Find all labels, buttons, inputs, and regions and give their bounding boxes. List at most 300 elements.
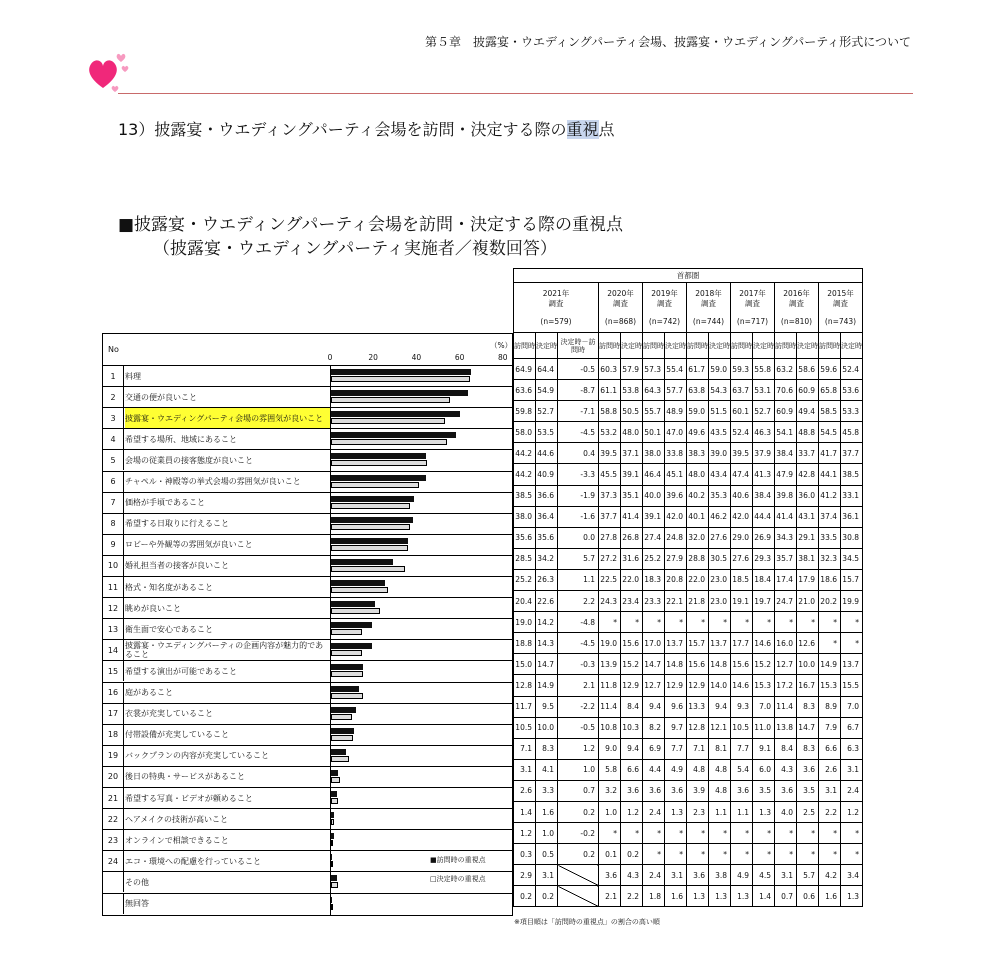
cell-hist: 48.8 [797,422,819,443]
n-label: (n=810) [780,316,813,326]
cell-hist: 18.3 [643,569,665,590]
cell-diff: 2.1 [558,675,599,696]
cell-decide: 36.6 [536,485,558,506]
cell-hist: 3.9 [687,780,709,801]
cell-hist: 27.2 [599,548,621,569]
cell-hist: 7.7 [731,738,753,759]
cell-hist: 9.6 [665,696,687,717]
cell-hist: 3.1 [775,865,797,886]
cell-hist: 55.7 [643,401,665,422]
n-label: (n=743) [824,316,857,326]
bar-decide [331,735,353,741]
cell-hist: 4.9 [665,759,687,780]
cell-hist: 46.2 [709,506,731,527]
bar-visit [331,833,334,839]
chart-row [103,471,512,492]
cell-hist: 22.0 [687,569,709,590]
bar-decide [331,756,349,762]
bar-visit [331,897,332,903]
cell-diff: -4.8 [558,612,599,633]
cell-hist: 18.4 [753,569,775,590]
column-header: 決定時 [797,333,819,359]
bar-visit [331,453,426,459]
cell-hist: 6.6 [819,738,841,759]
bar-visit [331,517,413,523]
bar-visit [331,432,456,438]
axis-tick: 0 [327,353,333,362]
cell-hist: 1.2 [841,801,863,822]
cell-hist: * [797,823,819,844]
cell-hist: 40.0 [643,485,665,506]
n-label: (n=717) [736,316,769,326]
cell-hist: 4.2 [819,865,841,886]
cell-hist: 2.2 [819,801,841,822]
cell-diff: -0.2 [558,823,599,844]
bar-decide [331,629,362,635]
cell-decide: 40.9 [536,464,558,485]
cell-hist: 38.3 [687,443,709,464]
cell-hist: * [621,823,643,844]
cell-hist: 1.3 [709,886,731,907]
year-header [819,283,863,333]
cell-visit: 11.7 [514,696,536,717]
footnote: ※項目順は「訪問時の重視点」の割合の高い順 [514,918,660,926]
cell-hist: 7.9 [819,717,841,738]
cell-hist: 38.1 [797,548,819,569]
cell-hist: 55.8 [753,359,775,380]
chart-row [103,660,512,681]
cell-hist: 32.3 [819,548,841,569]
chapter-header: 第５章 披露宴・ウエディングパーティ会場、披露宴・ウエディングパーティ形式について [425,35,912,49]
cell-hist: 70.6 [775,380,797,401]
year-label: 2017年 [739,288,766,298]
row-label: 眺めが良いこと [125,603,181,613]
bar-visit [331,601,375,607]
bar-decide [331,693,363,699]
cell-hist: 0.2 [621,844,643,865]
cell-hist: 55.4 [665,359,687,380]
cell-hist: 11.4 [599,696,621,717]
cell-hist: 40.2 [687,485,709,506]
cell-hist: 35.1 [621,485,643,506]
cell-hist: 36.1 [841,506,863,527]
year-header [599,283,643,333]
bar-decide [331,714,352,720]
cell-hist: 9.1 [753,738,775,759]
column-header: 決定時 [665,333,687,359]
cell-hist: * [709,612,731,633]
cell-visit: 64.9 [514,359,536,380]
cell-hist: 0.7 [775,886,797,907]
heart-icon [85,48,133,96]
table-row [514,823,863,844]
survey-label: 調査 [657,298,672,308]
cell-hist: 3.4 [841,865,863,886]
cell-decide: 4.1 [536,759,558,780]
table-row [514,527,863,548]
year-header [643,283,687,333]
row-label: その他 [125,877,149,887]
table-row [514,401,863,422]
column-header: 訪問時 [731,333,753,359]
cell-hist: 7.1 [687,738,709,759]
table-row [514,569,863,590]
survey-label: 調査 [548,298,564,308]
row-label: 衛生面で安心であること [125,624,213,634]
row-number: 19 [103,746,124,766]
cell-hist: * [731,612,753,633]
cell-diff: -0.5 [558,359,599,380]
cell-visit: 20.4 [514,591,536,612]
cell-hist: 30.8 [841,527,863,548]
table-row [514,886,863,907]
cell-decide: 14.3 [536,633,558,654]
chart-row [103,492,512,513]
cell-diff: 1.2 [558,738,599,759]
year-header [514,283,599,333]
table-row [514,443,863,464]
cell-hist: 5.4 [731,759,753,780]
cell-hist: * [819,633,841,654]
row-number: 9 [103,535,124,555]
cell-visit: 44.2 [514,443,536,464]
cell-hist: 4.8 [709,780,731,801]
cell-hist: * [819,612,841,633]
cell-decide: 22.6 [536,591,558,612]
cell-hist: 26.9 [753,527,775,548]
cell-hist: 16.7 [797,675,819,696]
bar-decide [331,882,338,888]
cell-decide: 14.2 [536,612,558,633]
cell-hist: 61.7 [687,359,709,380]
cell-hist: 35.3 [709,485,731,506]
column-header: 決定時 [753,333,775,359]
axis-tick: 20 [368,353,378,362]
survey-label: 調査 [789,298,804,308]
cell-hist: 38.5 [841,464,863,485]
year-label: 2018年 [695,288,722,298]
cell-visit: 15.0 [514,654,536,675]
cell-hist: 5.8 [599,759,621,780]
row-number: 4 [103,429,124,449]
cell-hist: 48.9 [665,401,687,422]
cell-diff: -4.5 [558,633,599,654]
cell-hist: 22.5 [599,569,621,590]
cell-hist: 39.1 [621,464,643,485]
cell-hist: 19.0 [599,633,621,654]
cell-hist: 3.6 [643,780,665,801]
cell-hist: 41.3 [753,464,775,485]
cell-hist: 11.8 [599,675,621,696]
cell-diff: 1.1 [558,569,599,590]
cell-diff: -3.3 [558,464,599,485]
legend-visit: ■訪問時の重視点 [430,856,486,864]
cell-hist: 22.0 [621,569,643,590]
cell-hist: 17.4 [775,569,797,590]
cell-hist: 19.9 [841,591,863,612]
header-divider [118,93,913,94]
row-label: 披露宴・ウエディングパーティ会場の雰囲気が良いこと [125,408,330,428]
column-header: 決定時 [536,333,558,359]
cell-hist: 14.0 [709,675,731,696]
bar-decide [331,777,340,783]
cell-hist: 27.6 [709,527,731,548]
cell-hist: 52.7 [753,401,775,422]
cell-hist: 11.4 [775,696,797,717]
chart-row [103,893,512,914]
cell-hist: 20.2 [819,591,841,612]
cell-hist: * [731,823,753,844]
cell-hist: 1.8 [643,886,665,907]
row-number: 21 [103,788,124,808]
cell-hist: 10.5 [731,717,753,738]
cell-hist: 44.4 [753,506,775,527]
cell-hist: 38.4 [775,443,797,464]
bar-decide [331,608,380,614]
cell-hist: 43.4 [709,464,731,485]
cell-hist: 24.7 [775,591,797,612]
cell-hist: 38.4 [753,485,775,506]
cell-hist: 50.5 [621,401,643,422]
cell-hist: 19.1 [731,591,753,612]
table-row [514,844,863,865]
table-row [514,865,863,886]
cell-decide: 44.6 [536,443,558,464]
cell-hist: 32.0 [687,527,709,548]
chart-row [103,407,512,428]
no-header: No [108,345,119,354]
bar-visit [331,643,372,649]
cell-hist: 53.2 [599,422,621,443]
cell-hist: * [687,844,709,865]
cell-hist: 37.7 [599,506,621,527]
cell-decide: 14.9 [536,675,558,696]
chart-row [103,724,512,745]
table-row [514,654,863,675]
bar-visit [331,559,393,565]
bar-visit [331,390,468,396]
cell-hist: 14.6 [753,633,775,654]
bar-visit [331,749,346,755]
cell-hist: * [599,612,621,633]
bar-visit [331,475,426,481]
cell-hist: * [665,823,687,844]
section-title-highlight: 重視 [566,120,599,139]
cell-hist: * [753,612,775,633]
cell-hist: 12.1 [709,717,731,738]
cell-hist: 15.3 [753,675,775,696]
row-label: 婚礼担当者の接客が良いこと [125,561,229,571]
cell-hist: 22.1 [665,591,687,612]
left-chart-table [102,333,513,916]
n-label: (n=579) [540,316,572,326]
bar-visit [331,770,338,776]
table-row [514,633,863,654]
cell-hist: 8.3 [797,738,819,759]
bar-visit [331,791,337,797]
year-label: 2020年 [607,288,634,298]
n-label: (n=742) [648,316,681,326]
bar-decide [331,819,334,825]
cell-hist: 1.0 [599,801,621,822]
cell-hist: 42.8 [797,464,819,485]
chart-row [103,618,512,639]
cell-decide: 36.4 [536,506,558,527]
row-label: 格式・知名度があること [125,582,213,592]
cell-hist: 48.0 [687,464,709,485]
cell-visit: 25.2 [514,569,536,590]
cell-hist: 6.0 [753,759,775,780]
cell-hist: 30.5 [709,548,731,569]
cell-hist: 58.6 [797,359,819,380]
cell-diff: 0.0 [558,527,599,548]
cell-hist: 47.0 [665,422,687,443]
cell-hist: 9.0 [599,738,621,759]
cell-hist: 4.8 [709,759,731,780]
cell-hist: * [687,612,709,633]
cell-hist: 26.8 [621,527,643,548]
cell-hist: 3.6 [731,780,753,801]
cell-hist: 33.1 [841,485,863,506]
cell-hist: 16.0 [775,633,797,654]
cell-hist: 50.1 [643,422,665,443]
row-number: 24 [103,851,124,871]
cell-hist: 14.8 [665,654,687,675]
cell-hist: 35.7 [775,548,797,569]
cell-diff: 1.0 [558,759,599,780]
column-header: 決定時 [709,333,731,359]
chart-row [103,808,512,829]
cell-hist: 42.0 [731,506,753,527]
row-number: 12 [103,598,124,618]
cell-hist: 44.1 [819,464,841,485]
bar-visit [331,854,332,860]
cell-hist: 3.1 [819,780,841,801]
row-number: 15 [103,661,124,681]
cell-hist: 63.7 [731,380,753,401]
cell-hist: 14.7 [797,717,819,738]
row-number: 14 [103,640,124,660]
column-header: 訪問時 [775,333,797,359]
cell-hist: 15.7 [841,569,863,590]
table-row [514,422,863,443]
axis-tick: 40 [411,353,422,362]
bar-visit [331,728,354,734]
row-label: 付帯設備が充実していること [125,730,229,740]
cell-hist: * [643,612,665,633]
row-number: 2 [103,387,124,407]
cell-hist: 9.4 [643,696,665,717]
cell-hist: 8.1 [709,738,731,759]
cell-hist: 6.6 [621,759,643,780]
bar-decide [331,587,388,593]
cell-hist: 3.8 [709,865,731,886]
chart-row [103,386,512,407]
cell-hist: 23.0 [709,591,731,612]
cell-hist: 41.4 [621,506,643,527]
cell-hist: 57.9 [621,359,643,380]
cell-decide: 64.4 [536,359,558,380]
table-row [514,780,863,801]
cell-hist: 4.5 [753,865,775,886]
cell-hist: 60.9 [775,401,797,422]
region-header: 首都圏 [514,269,863,283]
table-row [514,506,863,527]
row-number: 16 [103,683,124,703]
chart-subtitle: （披露宴・ウエディングパーティ実施者／複数回答） [153,239,557,259]
cell-hist: * [775,844,797,865]
cell-visit: 19.0 [514,612,536,633]
chart-row [103,555,512,576]
row-number: 17 [103,704,124,724]
cell-diff: 0.2 [558,801,599,822]
chart-row [103,745,512,766]
cell-hist: 19.7 [753,591,775,612]
cell-hist: 31.6 [621,548,643,569]
cell-hist: 9.4 [621,738,643,759]
cell-hist: 18.6 [819,569,841,590]
cell-hist: 14.8 [709,654,731,675]
cell-hist: 41.7 [819,443,841,464]
cell-hist: 1.3 [665,801,687,822]
cell-visit: 2.9 [514,865,536,886]
cell-hist: 4.8 [687,759,709,780]
legend-decide: □決定時の重視点 [430,875,486,883]
cell-visit: 28.5 [514,548,536,569]
column-header: 決定時 [841,333,863,359]
cell-hist: 13.3 [687,696,709,717]
bar-decide [331,439,447,445]
year-label: 2015年 [827,288,854,298]
cell-hist: 23.4 [621,591,643,612]
cell-hist: 38.0 [643,443,665,464]
section-title-post: 点 [598,120,615,139]
row-number: 23 [103,830,124,850]
cell-hist: 0.1 [599,844,621,865]
row-number [103,872,124,892]
bar-decide [331,566,405,572]
cell-hist: 12.7 [643,675,665,696]
cell-hist: 6.7 [841,717,863,738]
cell-diff: -7.1 [558,401,599,422]
cell-hist: 13.8 [775,717,797,738]
cell-hist: 33.8 [665,443,687,464]
cell-hist: 63.8 [687,380,709,401]
cell-hist: 4.3 [621,865,643,886]
row-number: 1 [103,366,124,386]
row-number: 20 [103,767,124,787]
table-row [514,801,863,822]
cell-hist: 36.0 [797,485,819,506]
cell-hist: 13.7 [665,633,687,654]
bar-decide [331,482,419,488]
cell-hist: 3.1 [841,759,863,780]
cell-diff: -0.3 [558,654,599,675]
bar-decide [331,524,410,530]
cell-visit: 0.2 [514,886,536,907]
cell-hist: 54.1 [775,422,797,443]
cell-hist: 58.8 [599,401,621,422]
cell-hist: 51.5 [709,401,731,422]
cell-decide: 0.2 [536,886,558,907]
cell-hist: 52.4 [841,359,863,380]
cell-hist: 3.5 [797,780,819,801]
cell-hist: 57.3 [643,359,665,380]
n-label: (n=744) [692,316,725,326]
cell-hist: * [841,633,863,654]
chart-axis-line [330,365,331,915]
row-number: 7 [103,493,124,513]
